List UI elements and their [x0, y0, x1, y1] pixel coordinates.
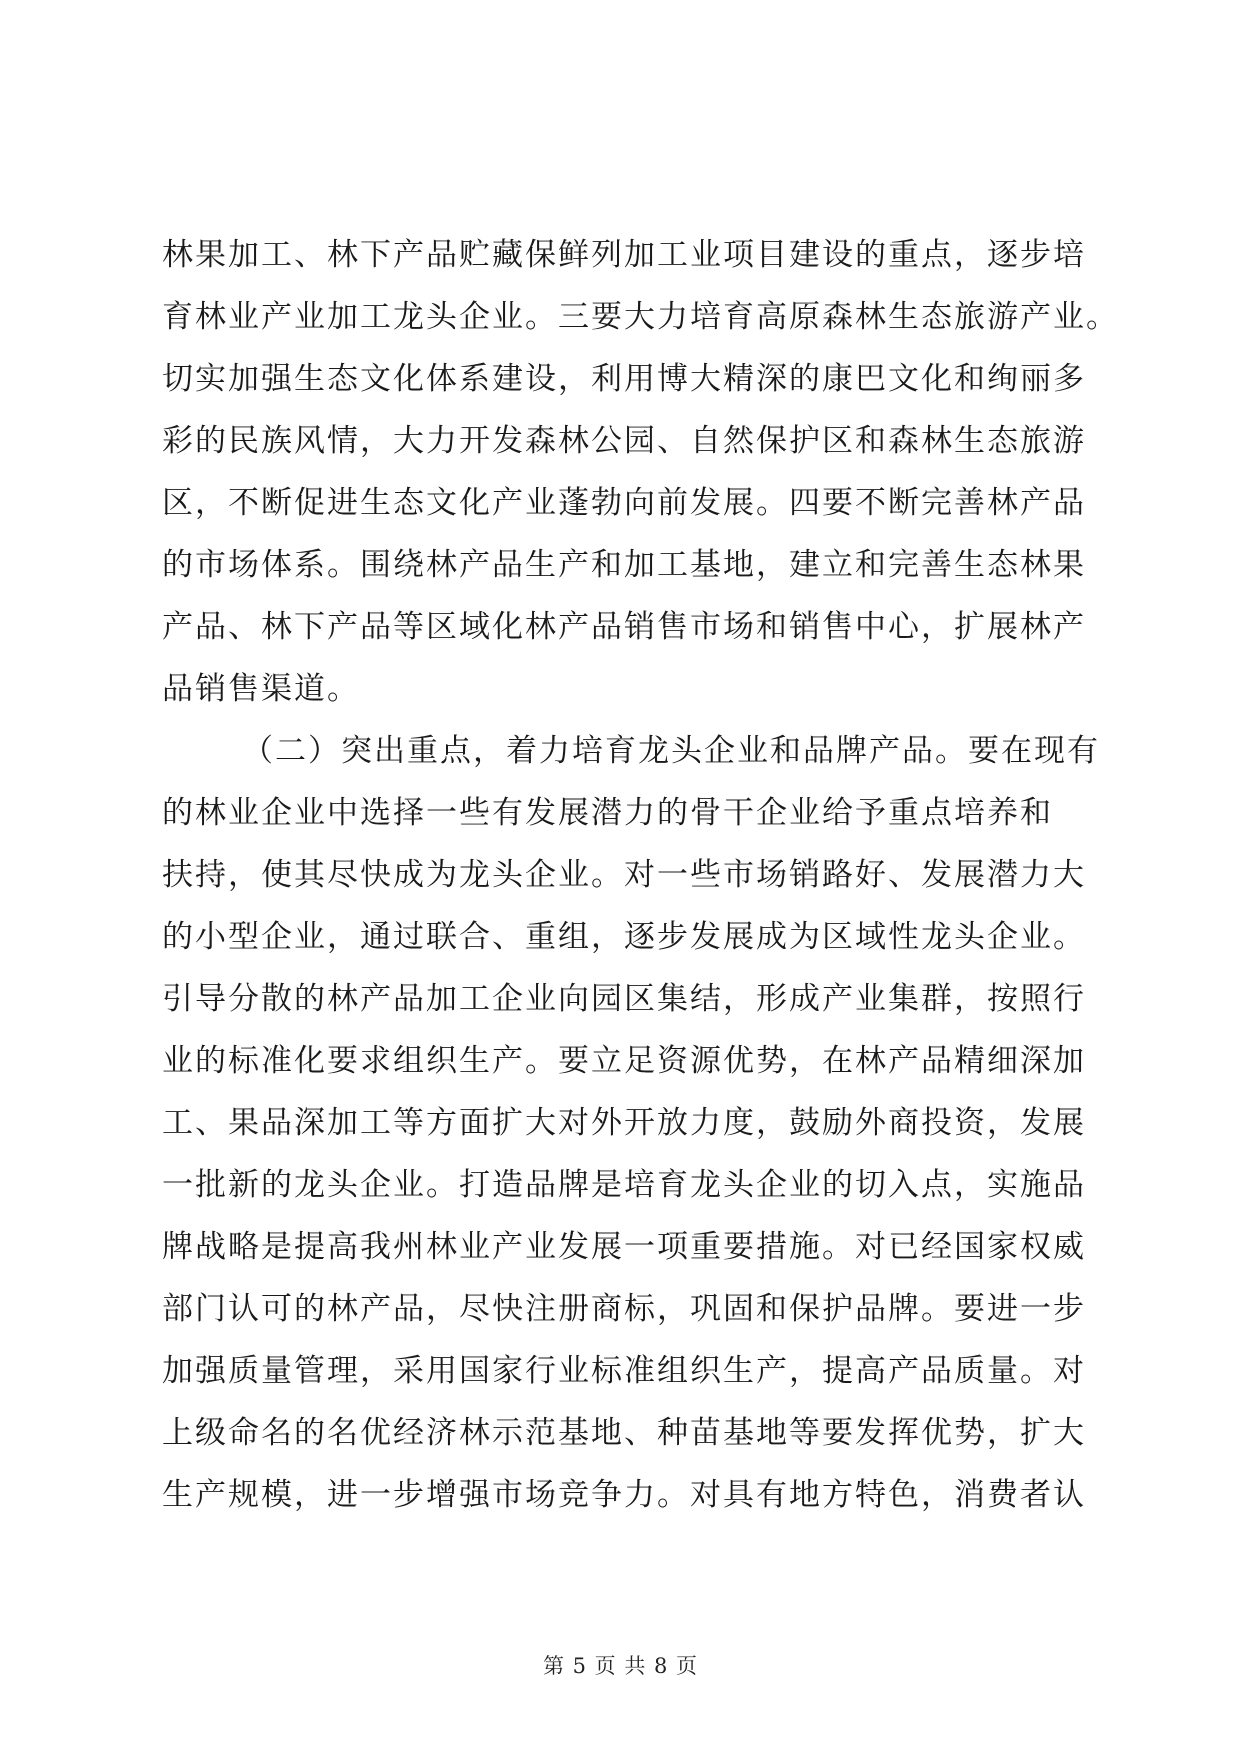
text-line: 的林业企业中选择一些有发展潜力的骨干企业给予重点培养和: [162, 795, 1053, 831]
text-line: 生产规模，进一步增强市场竞争力。对具有地方特色，消费者认: [162, 1477, 1086, 1513]
text-line: 加强质量管理，采用国家行业标准组织生产，提高产品质量。对: [162, 1353, 1086, 1389]
text-line: 品销售渠道。: [162, 671, 360, 707]
text-line: 扶持，使其尽快成为龙头企业。对一些市场销路好、发展潜力大: [162, 857, 1086, 893]
page-number-footer: 第 5 页 共 8 页: [542, 1654, 699, 1678]
text-line: 的小型企业，通过联合、重组，逐步发展成为区域性龙头企业。: [162, 919, 1086, 955]
text-line: 的市场体系。围绕林产品生产和加工基地，建立和完善生态林果: [162, 547, 1086, 583]
text-line: 牌战略是提高我州林业产业发展一项重要措施。对已经国家权威: [162, 1229, 1086, 1265]
text-line: 区，不断促进生态文化产业蓬勃向前发展。四要不断完善林产品: [162, 485, 1086, 521]
text-line: 彩的民族风情，大力开发森林公园、自然保护区和森林生态旅游: [162, 423, 1086, 459]
text-line: 部门认可的林产品，尽快注册商标，巩固和保护品牌。要进一步: [162, 1291, 1086, 1327]
text-line: 切实加强生态文化体系建设，利用博大精深的康巴文化和绚丽多: [162, 361, 1086, 397]
text-line: 上级命名的名优经济林示范基地、种苗基地等要发挥优势，扩大: [162, 1415, 1086, 1451]
text-line: 引导分散的林产品加工企业向园区集结，形成产业集群，按照行: [162, 981, 1086, 1017]
text-line: 工、果品深加工等方面扩大对外开放力度，鼓励外商投资，发展: [162, 1105, 1086, 1141]
paragraph-start-line: （二）突出重点，着力培育龙头企业和品牌产品。要在现有: [242, 733, 1100, 769]
text-line: 林果加工、林下产品贮藏保鲜列加工业项目建设的重点，逐步培: [162, 237, 1086, 273]
text-line: 产品、林下产品等区域化林产品销售市场和销售中心，扩展林产: [162, 609, 1086, 645]
text-line: 业的标准化要求组织生产。要立足资源优势，在林产品精细深加: [162, 1043, 1086, 1079]
text-line: 育林业产业加工龙头企业。三要大力培育高原森林生态旅游产业。: [162, 299, 1119, 335]
text-line: 一批新的龙头企业。打造品牌是培育龙头企业的切入点，实施品: [162, 1167, 1086, 1203]
